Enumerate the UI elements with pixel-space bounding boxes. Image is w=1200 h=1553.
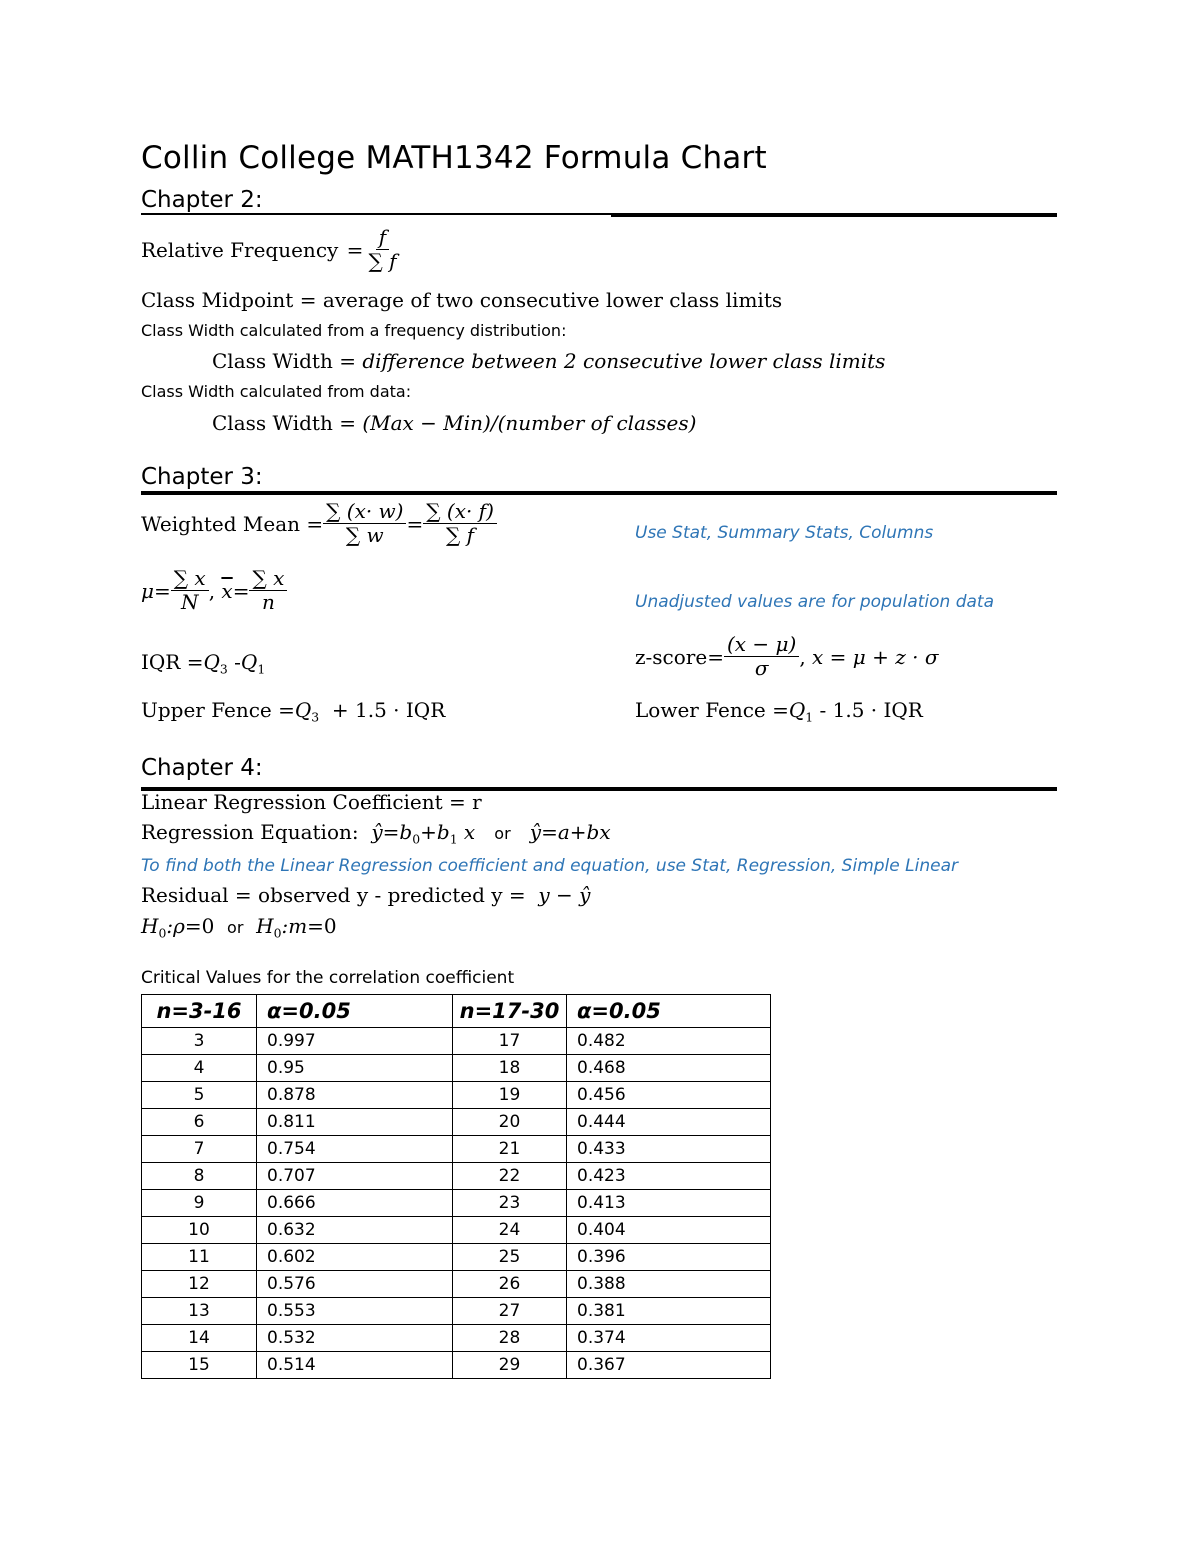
lower-fence-formula: Lower Fence $=Q_1 - 1.5$ · IQR (635, 698, 923, 725)
table-cell-n: 4 (142, 1055, 257, 1082)
chapter-3-rule (141, 491, 1057, 495)
table-cell-n: 24 (453, 1217, 567, 1244)
table-cell-critical-value: 0.997 (257, 1028, 453, 1055)
table-cell-critical-value: 0.514 (257, 1352, 453, 1379)
table-cell-critical-value: 0.468 (567, 1055, 771, 1082)
header-alpha-high: α=0.05 (567, 995, 771, 1028)
table-cell-n: 25 (453, 1244, 567, 1271)
table-cell-critical-value: 0.553 (257, 1298, 453, 1325)
table-cell-critical-value: 0.374 (567, 1325, 771, 1352)
class-midpoint-formula: Class Midpoint = average of two consecutive lower class limits (141, 288, 783, 312)
page-title: Collin College MATH1342 Formula Chart (141, 140, 767, 176)
summary-stats-note: Use Stat, Summary Stats, Columns (635, 523, 934, 543)
weighted-mean-formula: Weighted Mean = $\frac{\sum (x\cdot w)}{\sum w}$ = $\frac{\sum (x\cdot f)}{\sum f}$ (141, 500, 497, 547)
sample-mean-fraction: $\frac{\sum x}{n}$ (249, 567, 287, 614)
table-row (142, 1190, 771, 1217)
chapter-4-heading: Chapter 4: (141, 755, 263, 781)
table-cell-n: 7 (142, 1136, 257, 1163)
table-row (142, 1325, 771, 1352)
header-n-low: n=3-16 (142, 995, 257, 1028)
table-cell-n: 17 (453, 1028, 567, 1055)
table-cell-n: 3 (142, 1028, 257, 1055)
unadjusted-note: Unadjusted values are for population data (635, 592, 995, 612)
population-mean-fraction: $\frac{\sum x}{N}$ (171, 567, 209, 614)
table-cell-n: 9 (142, 1190, 257, 1217)
table-row (142, 1055, 771, 1082)
header-alpha-low: α=0.05 (257, 995, 453, 1028)
table-cell-critical-value: 0.482 (567, 1028, 771, 1055)
relative-frequency-formula: Relative Frequency = $\frac{f}{\sum f}$ (141, 226, 400, 273)
table-cell-n: 14 (142, 1325, 257, 1352)
weighted-mean-fraction-w: $\frac{\sum (x\cdot w)}{\sum w}$ (323, 500, 406, 547)
chapter-3-heading: Chapter 3: (141, 464, 263, 490)
table-cell-critical-value: 0.811 (257, 1109, 453, 1136)
table-cell-critical-value: 0.602 (257, 1244, 453, 1271)
table-cell-n: 15 (142, 1352, 257, 1379)
table-cell-critical-value: 0.433 (567, 1136, 771, 1163)
table-cell-critical-value: 0.666 (257, 1190, 453, 1217)
table-cell-critical-value: 0.754 (257, 1136, 453, 1163)
table-cell-n: 26 (453, 1271, 567, 1298)
class-width-data-note: Class Width calculated from data: (141, 382, 412, 401)
table-row (142, 1109, 771, 1136)
table-cell-n: 19 (453, 1082, 567, 1109)
table-cell-critical-value: 0.444 (567, 1109, 771, 1136)
table-cell-critical-value: 0.632 (257, 1217, 453, 1244)
table-row (142, 1028, 771, 1055)
table-cell-critical-value: 0.367 (567, 1352, 771, 1379)
class-width-freq-note: Class Width calculated from a frequency distribution: (141, 321, 567, 340)
table-cell-n: 23 (453, 1190, 567, 1217)
table-cell-n: 5 (142, 1082, 257, 1109)
table-row (142, 1082, 771, 1109)
class-width-freq-formula: Class Width = difference between 2 consecutive lower class limits (212, 349, 886, 373)
table-cell-critical-value: 0.95 (257, 1055, 453, 1082)
table-cell-n: 28 (453, 1325, 567, 1352)
null-hypothesis: $H_0:\rho=0$ or $H_0:m=0$ (141, 914, 337, 941)
table-cell-n: 29 (453, 1352, 567, 1379)
table-row (142, 1298, 771, 1325)
table-cell-critical-value: 0.381 (567, 1298, 771, 1325)
table-cell-n: 27 (453, 1298, 567, 1325)
table-cell-critical-value: 0.707 (257, 1163, 453, 1190)
critical-values-table (141, 994, 771, 1379)
linear-regression-coefficient: Linear Regression Coefficient = r (141, 790, 482, 814)
table-cell-n: 22 (453, 1163, 567, 1190)
chapter-2-rule-thin (141, 213, 611, 215)
z-score-formula: z-score = $\frac{(x - \mu)}{\sigma}$ , x = μ + z · σ (635, 632, 939, 680)
table-row (142, 1352, 771, 1379)
relative-frequency-fraction: $\frac{f}{\sum f}$ (368, 225, 397, 273)
table-header-row (142, 995, 771, 1028)
table-cell-critical-value: 0.576 (257, 1271, 453, 1298)
table-cell-n: 10 (142, 1217, 257, 1244)
table-row (142, 1163, 771, 1190)
table-cell-critical-value: 0.456 (567, 1082, 771, 1109)
regression-note: To find both the Linear Regression coefficient and equation, use Stat, Regression, Simple Linear (141, 856, 958, 876)
table-row (142, 1271, 771, 1298)
table-cell-critical-value: 0.423 (567, 1163, 771, 1190)
table-cell-n: 20 (453, 1109, 567, 1136)
mean-formulas: μ = $\frac{\sum x}{N}$ , $\overline{x}$ = $\frac{\sum x}{n}$ (141, 567, 287, 614)
table-cell-critical-value: 0.396 (567, 1244, 771, 1271)
table-cell-n: 12 (142, 1271, 257, 1298)
upper-fence-formula: Upper Fence $=Q_3 + 1.5$ · IQR (141, 698, 446, 725)
table-row (142, 1217, 771, 1244)
table-cell-critical-value: 0.413 (567, 1190, 771, 1217)
table-cell-n: 21 (453, 1136, 567, 1163)
iqr-formula: IQR $=Q_3$ $-Q_1$ (141, 650, 266, 677)
regression-equation: Regression Equation: $ŷ=b_0+b_1$ x or ŷ=a+bx (141, 820, 611, 847)
table-row (142, 1244, 771, 1271)
table-cell-n: 11 (142, 1244, 257, 1271)
z-score-fraction: $\frac{(x - \mu)}{\sigma}$ (724, 633, 799, 680)
residual-formula: Residual = observed y - predicted y = y − ŷ (141, 883, 591, 907)
table-body (142, 1028, 771, 1379)
table-cell-n: 18 (453, 1055, 567, 1082)
table-cell-n: 6 (142, 1109, 257, 1136)
class-width-data-formula: Class Width = (Max − Min)/(number of classes) (212, 411, 697, 435)
table-cell-critical-value: 0.404 (567, 1217, 771, 1244)
table-cell-critical-value: 0.878 (257, 1082, 453, 1109)
table-caption: Critical Values for the correlation coefficient (141, 968, 515, 988)
table-row (142, 1136, 771, 1163)
chapter-2-heading: Chapter 2: (141, 187, 263, 213)
table-cell-n: 8 (142, 1163, 257, 1190)
chapter-2-rule (611, 213, 1057, 217)
table-cell-n: 13 (142, 1298, 257, 1325)
header-n-high: n=17-30 (453, 995, 567, 1028)
table-cell-critical-value: 0.388 (567, 1271, 771, 1298)
table-cell-critical-value: 0.532 (257, 1325, 453, 1352)
weighted-mean-fraction-f: $\frac{\sum (x\cdot f)}{\sum f}$ (423, 500, 497, 547)
